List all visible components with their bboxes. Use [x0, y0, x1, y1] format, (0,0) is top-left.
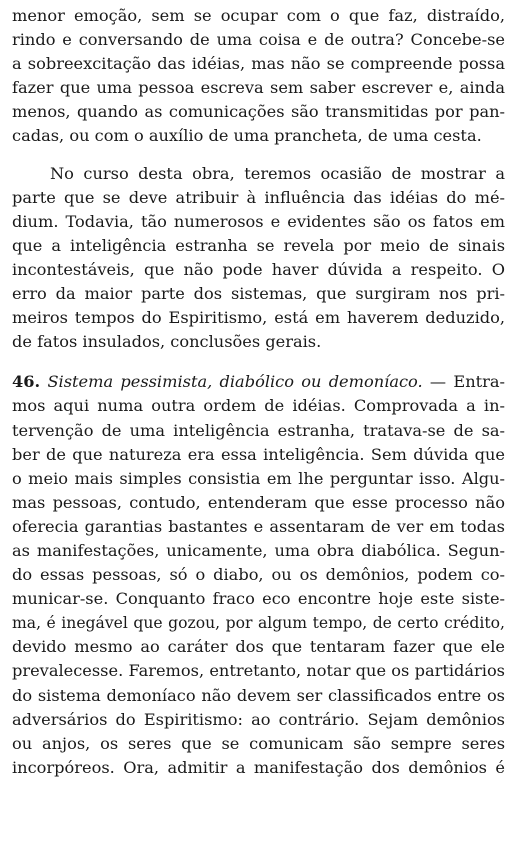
section-46 — [12, 370, 505, 780]
text-line: adversários do Espiritismo: ao contrário. Sejam demônios — [12, 709, 505, 729]
text-line: de fatos insulados, conclusões gerais. — [12, 332, 322, 352]
section-title: Sistema pessimista, diabólico ou demoníaco. — [47, 372, 423, 392]
text-line: do sistema demoníaco não devem ser classificados entre os — [12, 685, 505, 705]
text-line: parte que se deve atribuir à influência das idéias do mé- — [12, 187, 505, 207]
section-first-line-rest: — Entra- — [422, 372, 505, 392]
text-line: meiros tempos do Espiritismo, está em haverem deduzido, — [12, 308, 505, 328]
text-line: menor emoção, sem se ocupar com o que faz, distraído, — [12, 6, 505, 25]
text-line: cadas, ou com o auxílio de uma prancheta, de uma cesta. — [12, 126, 482, 146]
text-line: devido mesmo ao caráter dos que tentaram fazer que ele — [12, 637, 505, 657]
text-line: incorpóreos. Ora, admitir a manifestação dos demônios é — [12, 757, 505, 777]
text-line: ber de que natureza era essa inteligência. Sem dúvida que — [12, 444, 505, 464]
section-heading-line — [12, 370, 505, 394]
text-line: prevalecesse. Faremos, entretanto, notar que os partidários — [12, 661, 505, 681]
text-line: ou anjos, os seres que se comunicam são sempre seres — [12, 733, 505, 753]
text-line: que a inteligência estranha se revela por meio de sinais — [12, 235, 505, 255]
text-line: o meio mais simples consistia em lhe perguntar isso. Algu- — [12, 468, 505, 488]
text-line: fazer que uma pessoa escreva sem saber escrever e, ainda — [12, 78, 505, 98]
text-line: rindo e conversando de uma coisa e de outra? Concebe-se — [12, 30, 505, 50]
text-line: menos, quando as comunicações são transmitidas por pan- — [12, 102, 505, 122]
text-line: ma, é inegável que gozou, por algum tempo, de certo crédito, — [12, 614, 505, 633]
text-line: dium. Todavia, tão numerosos e evidentes são os fatos em — [12, 211, 505, 231]
document-page — [12, 4, 505, 780]
text-line: erro da maior parte dos sistemas, que surgiram nos pri- — [12, 284, 505, 304]
text-line: mas pessoas, contudo, entenderam que esse processo não — [12, 492, 505, 512]
text-line: tervenção de uma inteligência estranha, tratava-se de sa- — [12, 420, 505, 440]
text-line: mos aqui numa outra ordem de idéias. Comprovada a in- — [12, 396, 505, 416]
text-line: do essas pessoas, só o diabo, ou os demônios, podem co- — [12, 565, 505, 585]
paragraph-2 — [12, 162, 505, 355]
text-line: No curso desta obra, teremos ocasião de mostrar a — [50, 163, 505, 183]
text-line: municar-se. Conquanto fraco eco encontre hoje este siste- — [12, 589, 505, 609]
text-line: incontestáveis, que não pode haver dúvida a respeito. O — [12, 259, 505, 279]
text-line: as manifestações, unicamente, uma obra diabólica. Segun- — [12, 540, 505, 560]
paragraph-1 — [12, 4, 505, 149]
section-number: 46. — [12, 372, 41, 392]
text-line: a sobreexcitação das idéias, mas não se compreende possa — [12, 54, 505, 74]
text-line: oferecia garantias bastantes e assentaram de ver em todas — [12, 516, 505, 536]
